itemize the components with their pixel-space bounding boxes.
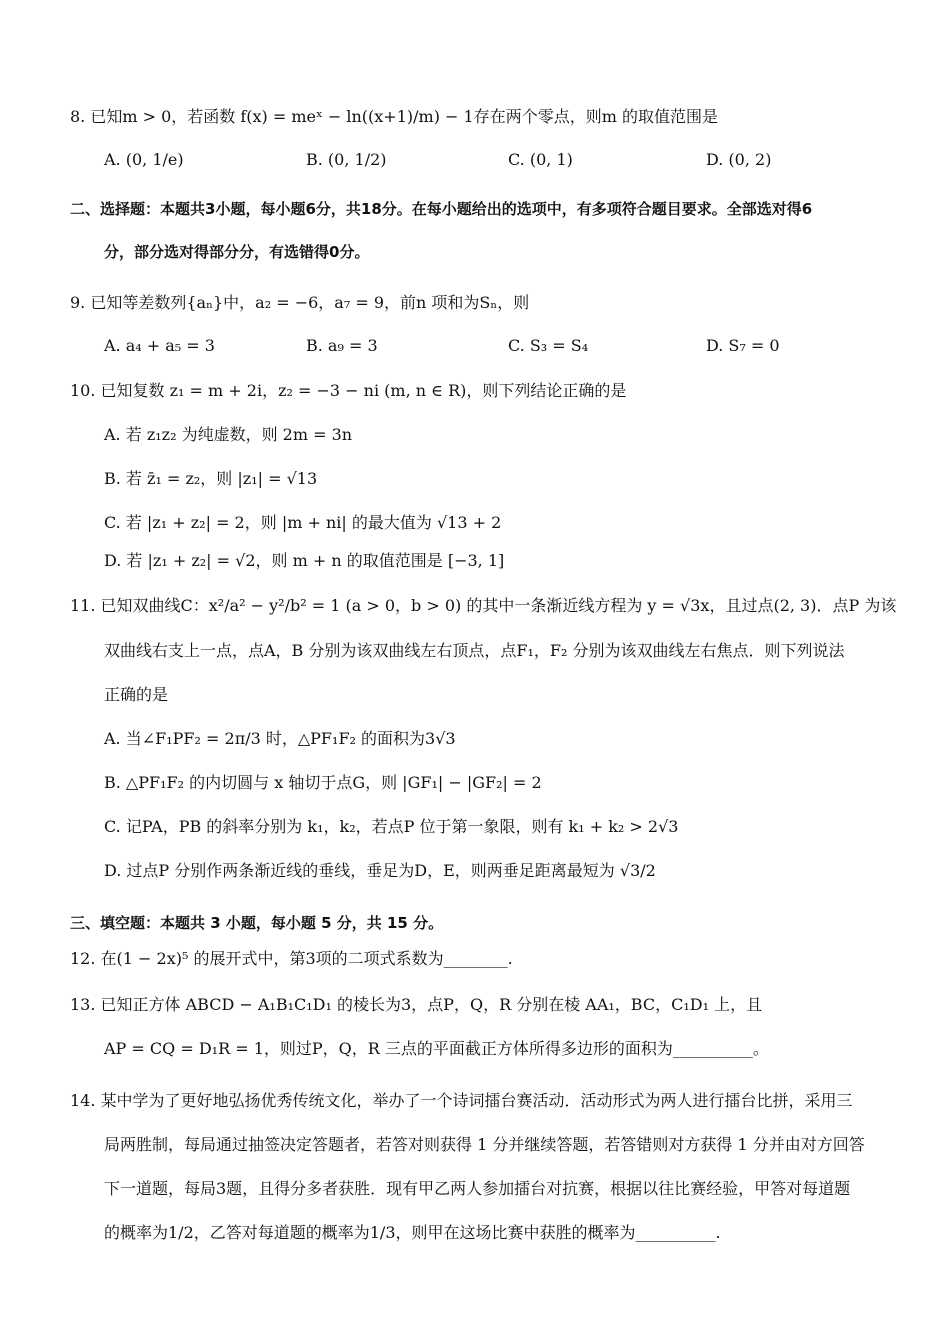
q9-option-a: A. a₄ + a₅ = 3 <box>104 336 215 355</box>
q9-stem: 9. 已知等差数列{aₙ}中，a₂ = −6，a₇ = 9，前n 项和为Sₙ，则 <box>70 293 530 312</box>
q10-option-d: D. 若 |z₁ + z₂| = √2，则 m + n 的取值范围是 [−3, 1] <box>104 551 505 570</box>
q14-line3: 下一道题，每局3题，且得分多者获胜．现有甲乙两人参加擂台对抗赛，根据以往比赛经验，甲答对每道题 <box>104 1179 851 1198</box>
q11-stem-line2: 双曲线右支上一点，点A，B 分别为该双曲线左右顶点，点F₁，F₂ 分别为该双曲线左右焦点．则下列说法 <box>104 641 845 660</box>
q11-stem-line1: 11. 已知双曲线C：x²/a² − y²/b² = 1 (a > 0，b > 0) 的其中一条渐近线方程为 y = √3x，且过点(2, 3)．点P 为该 <box>70 596 897 615</box>
q11-stem-line3: 正确的是 <box>104 685 169 704</box>
q10-option-b: B. 若 z̄₁ = z₂，则 |z₁| = √13 <box>104 469 318 488</box>
q8-stem: 8. 已知m > 0，若函数 f(x) = meˣ − ln((x+1)/m) − 1存在两个零点，则m 的取值范围是 <box>70 107 718 126</box>
q9-option-d: D. S₇ = 0 <box>706 336 780 355</box>
q11-option-a: A. 当∠F₁PF₂ = 2π/3 时，△PF₁F₂ 的面积为3√3 <box>104 729 456 748</box>
q10-stem: 10. 已知复数 z₁ = m + 2i，z₂ = −3 − ni (m, n ∈ R)，则下列结论正确的是 <box>70 381 627 400</box>
q11-option-b: B. △PF₁F₂ 的内切圆与 x 轴切于点G，则 |GF₁| − |GF₂| = 2 <box>104 773 542 792</box>
q11-option-d: D. 过点P 分别作两条渐近线的垂线，垂足为D，E，则两垂足距离最短为 √3/2 <box>104 861 656 880</box>
q10-option-c: C. 若 |z₁ + z₂| = 2，则 |m + ni| 的最大值为 √13 + 2 <box>104 513 502 532</box>
q9-option-c: C. S₃ = S₄ <box>508 336 589 355</box>
q14-line4: 的概率为1/2，乙答对每道题的概率为1/3，则甲在这场比赛中获胜的概率为__________. <box>104 1223 721 1242</box>
q8-option-d: D. (0, 2) <box>706 150 772 169</box>
section-3-heading: 三、填空题：本题共 3 小题，每小题 5 分，共 15 分。 <box>70 914 444 932</box>
q8-option-a: A. (0, 1/e) <box>104 150 184 169</box>
q9-option-b: B. a₉ = 3 <box>306 336 378 355</box>
q14-line1: 14. 某中学为了更好地弘扬优秀传统文化，举办了一个诗词擂台赛活动．活动形式为两人进行擂台比拼，采用三 <box>70 1091 853 1110</box>
q11-option-c: C. 记PA，PB 的斜率分别为 k₁，k₂，若点P 位于第一象限，则有 k₁ + k₂ > 2√3 <box>104 817 679 836</box>
q10-option-a: A. 若 z₁z₂ 为纯虚数，则 2m = 3n <box>104 425 353 444</box>
q8-option-c: C. (0, 1) <box>508 150 573 169</box>
q13-line1: 13. 已知正方体 ABCD − A₁B₁C₁D₁ 的棱长为3，点P，Q，R 分别在棱 AA₁，BC，C₁D₁ 上，且 <box>70 995 763 1014</box>
q13-line2: AP = CQ = D₁R = 1，则过P，Q，R 三点的平面截正方体所得多边形的面积为__________。 <box>104 1039 769 1058</box>
q12-text: 12. 在(1 − 2x)⁵ 的展开式中，第3项的二项式系数为________. <box>70 949 513 968</box>
section-2-heading: 二、选择题：本题共3小题，每小题6分，共18分。在每小题给出的选项中，有多项符合题目要求。全部选对得6 <box>70 200 813 218</box>
section-2-heading-cont: 分，部分选对得部分分，有选错得0分。 <box>104 243 370 261</box>
q14-line2: 局两胜制，每局通过抽签决定答题者，若答对则获得 1 分并继续答题，若答错则对方获得 1 分并由对方回答 <box>104 1135 865 1154</box>
q8-option-b: B. (0, 1/2) <box>306 150 387 169</box>
